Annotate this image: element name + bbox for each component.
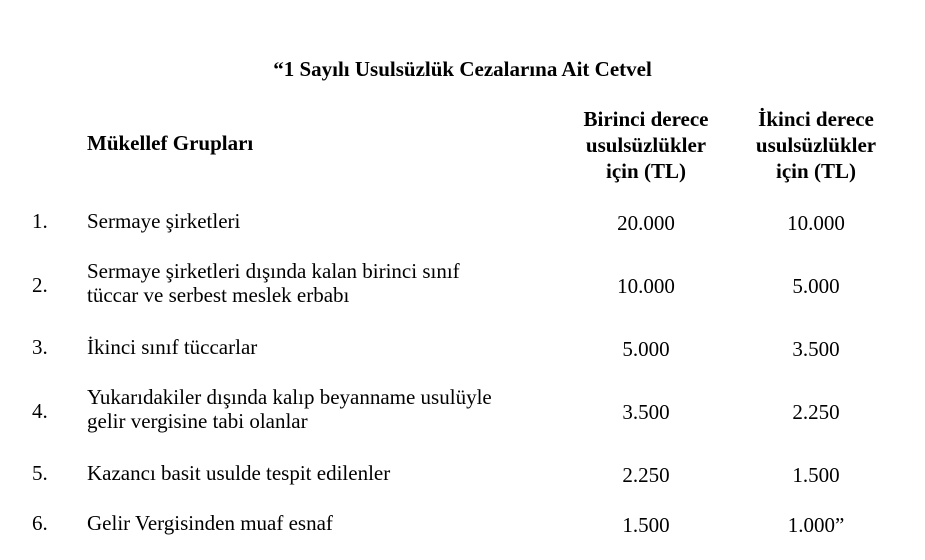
column-header-line: usulsüzlükler (585, 133, 707, 157)
row-label (87, 259, 460, 307)
second-degree-value: 2.250 (792, 400, 840, 424)
column-header-line: İkinci derece (758, 107, 874, 131)
document-title: “1 Sayılı Usulsüzlük Cezalarına Ait Cetvel (273, 57, 652, 81)
second-degree-value: 10.000 (787, 211, 845, 235)
column-header-taxpayer-groups: Mükellef Grupları (87, 131, 254, 155)
row-label-line: tüccar ve serbest meslek erbabı (87, 283, 350, 307)
second-degree-value: 1.000” (787, 513, 845, 537)
first-degree-value: 1.500 (622, 513, 670, 537)
row-label-line: Kazancı basit usulde tespit edilenler (87, 461, 391, 485)
column-header-line: için (TL) (606, 159, 686, 183)
column-header-line: usulsüzlükler (755, 133, 877, 157)
column-header-first-degree (571, 106, 721, 184)
row-label (87, 209, 240, 233)
second-degree-value: 3.500 (792, 337, 840, 361)
first-degree-value: 20.000 (617, 211, 675, 235)
row-label-line: Gelir Vergisinden muaf esnaf (87, 511, 333, 535)
row-number: 4. (32, 399, 48, 423)
row-label (87, 385, 492, 433)
first-degree-value: 10.000 (617, 274, 675, 298)
second-degree-value: 5.000 (792, 274, 840, 298)
row-label (87, 461, 390, 485)
row-number: 5. (32, 461, 48, 485)
row-number: 3. (32, 335, 48, 359)
row-number: 2. (32, 273, 48, 297)
row-number: 1. (32, 209, 48, 233)
second-degree-value: 1.500 (792, 463, 840, 487)
row-label (87, 335, 257, 359)
row-label-line: Yukarıdakiler dışında kalıp beyanname usulüyle (87, 385, 492, 409)
row-label-line: gelir vergisine tabi olanlar (87, 409, 308, 433)
first-degree-value: 3.500 (622, 400, 670, 424)
first-degree-value: 5.000 (622, 337, 670, 361)
column-header-second-degree (741, 106, 891, 184)
row-label-line: Sermaye şirketleri (87, 209, 241, 233)
column-header-line: Birinci derece (583, 107, 709, 131)
row-label (87, 511, 333, 535)
row-label-line: Sermaye şirketleri dışında kalan birinci sınıf (87, 259, 460, 283)
column-header-line: için (TL) (776, 159, 856, 183)
row-label-line: İkinci sınıf tüccarlar (87, 335, 258, 359)
row-number: 6. (32, 511, 48, 535)
first-degree-value: 2.250 (622, 463, 670, 487)
